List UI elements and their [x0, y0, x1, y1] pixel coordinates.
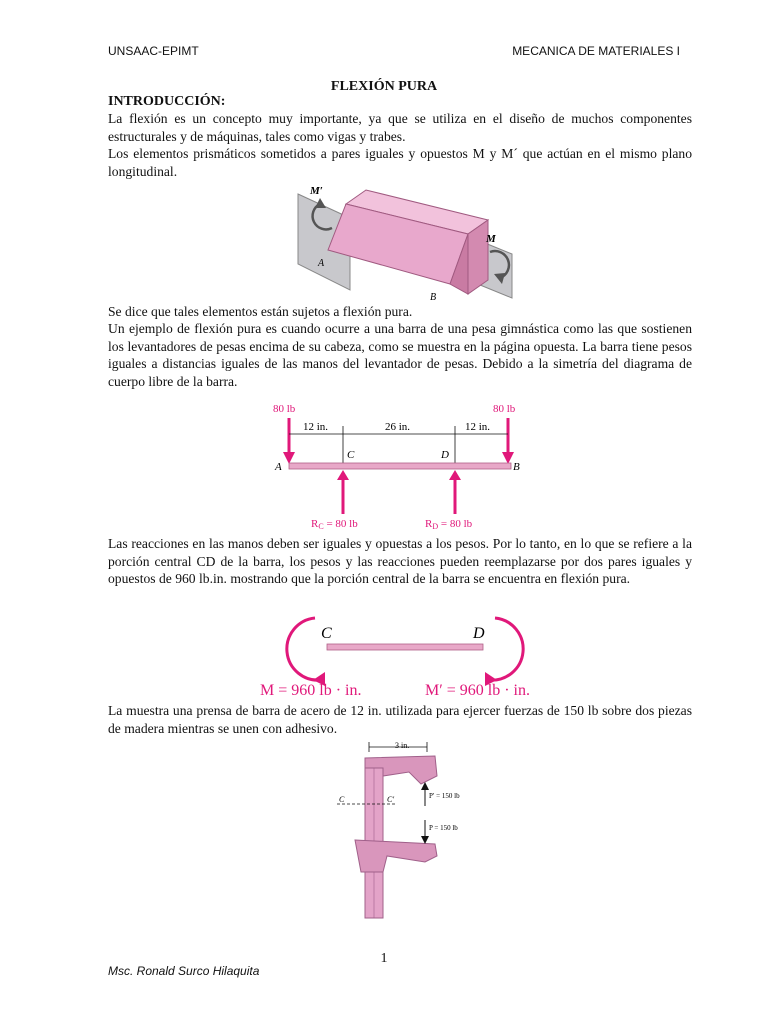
page-title: FLEXIÓN PURA: [330, 79, 438, 94]
moment-label-m: M: [486, 233, 496, 245]
dim-right-label: 12 in.: [465, 421, 491, 433]
bar-clamp-figure: [325, 736, 485, 920]
reaction-d-label: RD = 80 lb: [425, 518, 473, 531]
section-c-prime-label: C′: [387, 795, 395, 804]
point-c-label: C: [321, 625, 332, 642]
point-label-b: B: [430, 292, 437, 303]
load-left-label: 80 lb: [273, 403, 296, 415]
point-c-label: C: [347, 449, 355, 461]
moment-label-m-prime: M′: [310, 185, 323, 197]
paragraph-clamp: La muestra una prensa de barra de acero de 12 in. utilizada para ejercer fuerzas de 150 lb sobre dos piezas de madera mientras se unen con adhesivo.: [108, 703, 692, 736]
point-b-label: B: [513, 461, 520, 473]
dim-mid-label: 26 in.: [385, 421, 411, 433]
force-bottom-label: P = 150 lb: [429, 824, 458, 832]
load-right-label: 80 lb: [493, 403, 516, 415]
paragraph-prismatic: Los elementos prismáticos sometidos a pares iguales y opuestos M y M´ que actúan en el mismo plano longitudinal.: [108, 146, 692, 179]
header-left: UNSAAC-EPIMT: [108, 44, 199, 58]
section-heading: INTRODUCCIÓN:: [108, 94, 226, 109]
point-d-label: D: [473, 625, 485, 642]
dim-label: 3 in.: [395, 741, 410, 750]
page-number: 1: [380, 951, 388, 966]
point-a-label: A: [275, 461, 282, 473]
point-label-a: A: [318, 258, 325, 269]
paragraph-reactions: Las reacciones en las manos deben ser iguales y opuestas a los pesos. Por lo tanto, en lo que se refiere a la porción central CD de la barra, los pesos y las reacciones pueden reemplazarse por dos pares iguales y opuestos de 960 lb.in. mostrando que la porción central de la barra se encuentra en flexión pura.: [108, 536, 692, 586]
barbell-fbd-figure: [265, 396, 535, 532]
prismatic-member-figure: [290, 180, 520, 304]
section-c-label: C: [339, 795, 345, 804]
force-top-label: P′ = 150 lb: [429, 792, 460, 800]
paragraph-pure-bending: Se dice que tales elementos están sujetos a flexión pura.: [108, 304, 413, 319]
moment-m-label: M = 960 lb · in.: [260, 682, 362, 699]
paragraph-intro: La flexión es un concepto muy importante, ya que se utiliza en el diseño de muchos componentes estructurales y de máquinas, tales como vigas y trabes.: [108, 111, 692, 144]
reaction-c-label: RC = 80 lb: [311, 518, 358, 531]
header-right: MECANICA DE MATERIALES I: [512, 44, 680, 58]
footer-author: Msc. Ronald Surco Hilaquita: [108, 964, 260, 978]
dim-left-label: 12 in.: [303, 421, 329, 433]
point-d-label: D: [441, 449, 449, 461]
central-portion-figure: [255, 610, 555, 702]
paragraph-barbell: Un ejemplo de flexión pura es cuando ocurre a una barra de una pesa gimnástica como las que sostienen los levantadores de pesas encima de su cabeza, como se muestra en la página opuesta. La barra tiene pesos iguales a distancias iguales de las manos del levantador de pesas. Debido a la simetría del diagrama de cuerpo libre de la barra.: [108, 321, 692, 389]
moment-m-prime-label: M′ = 960 lb · in.: [425, 682, 530, 699]
